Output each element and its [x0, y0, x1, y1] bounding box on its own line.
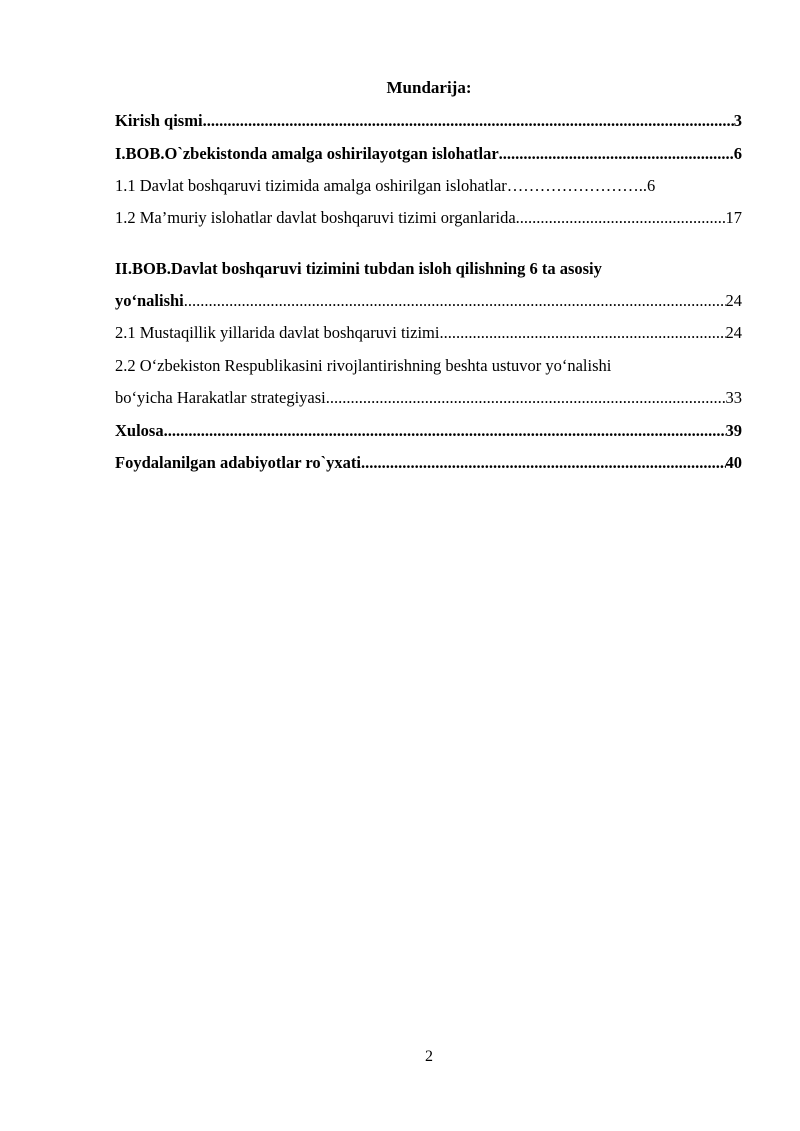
- toc-entry-conclusion[interactable]: [115, 420, 742, 442]
- toc-leader-dots: [203, 110, 734, 132]
- toc-entry-page: 3: [733, 111, 742, 130]
- toc-leader-dots: [516, 207, 726, 229]
- toc-entry-tail: ……………………..6: [506, 176, 656, 195]
- toc-entry-section-2-2-line-2[interactable]: [115, 387, 742, 409]
- toc-entry-text: 2.2 O‘zbekiston Respublikasini rivojlantirishning beshta ustuvor yo‘nalishi: [115, 356, 612, 375]
- toc-entry-section-2-2-line-1[interactable]: [115, 355, 742, 377]
- toc-entry-intro[interactable]: [115, 110, 742, 132]
- toc-entry-chapter-1[interactable]: [115, 143, 742, 165]
- toc-entry-page: 33: [725, 388, 742, 407]
- toc-entry-text: 2.1 Mustaqillik yillarida davlat boshqaruvi tizimi: [115, 323, 440, 342]
- toc-entry-text: 1.2 Ma’muriy islohatlar davlat boshqaruvi tizimi organlarida: [115, 208, 516, 227]
- toc-entry-text: 1.1 Davlat boshqaruvi tizimida amalga oshirilgan islohatlar: [115, 176, 507, 195]
- toc-entry-page: 17: [725, 208, 742, 227]
- toc-leader-dots: [361, 452, 725, 474]
- toc-entry-page: 6: [733, 144, 742, 163]
- toc-entry-section-1-2[interactable]: [115, 207, 742, 229]
- toc-entry-section-1-1[interactable]: [115, 175, 742, 197]
- toc-entry-text: Foydalanilgan adabiyotlar ro`yxati: [115, 453, 362, 472]
- toc-leader-dots: [184, 290, 726, 312]
- toc-leader-dots: [439, 322, 725, 344]
- toc-entry-page: 24: [725, 291, 742, 310]
- toc-entry-page: 24: [725, 323, 742, 342]
- toc-entry-text: Kirish qismi: [115, 111, 203, 130]
- toc-leader-dots: [326, 387, 726, 409]
- toc-leader-dots: [499, 143, 734, 165]
- toc-entry-text: I.BOB.O`zbekistonda amalga oshirilayotgan islohatlar: [115, 144, 499, 163]
- page-number: 2: [425, 1048, 433, 1065]
- toc-entry-text: bo‘yicha Harakatlar strategiyasi: [115, 388, 326, 407]
- toc-entry-chapter-2-line-2[interactable]: [115, 290, 742, 312]
- toc-leader-dots: [164, 420, 726, 442]
- toc-entry-text: Xulosa: [115, 421, 164, 440]
- toc-entry-references[interactable]: [115, 452, 742, 474]
- toc-entry-chapter-2-line-1[interactable]: [115, 258, 742, 280]
- toc-entry-text: II.BOB.Davlat boshqaruvi tizimini tubdan isloh qilishning 6 ta asosiy: [115, 259, 602, 278]
- toc-entry-page: 40: [725, 453, 742, 472]
- toc-entry-text: yo‘nalishi: [115, 291, 184, 310]
- page-title: Mundarija:: [386, 78, 472, 97]
- toc-entry-section-2-1[interactable]: [115, 322, 742, 344]
- toc-entry-page: 39: [725, 421, 742, 440]
